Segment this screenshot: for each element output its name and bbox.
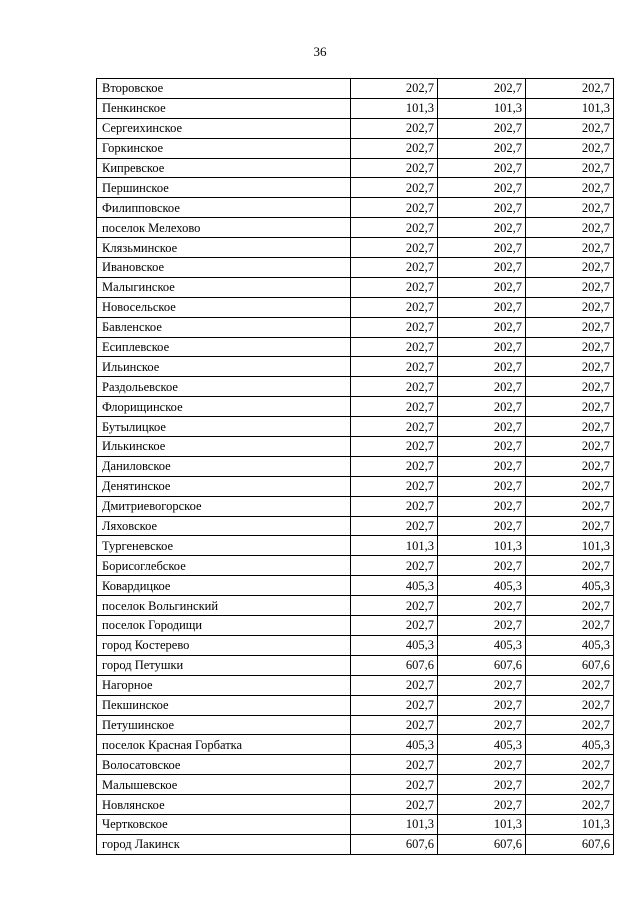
table-row: [97, 715, 614, 735]
value-cell-2: 607,6: [438, 655, 526, 675]
table-row: [97, 118, 614, 138]
value-cell-3: 202,7: [526, 198, 614, 218]
value-cell-1: 607,6: [351, 834, 438, 854]
settlement-name-cell: Малышевское: [97, 775, 351, 795]
value-cell-2: 202,7: [438, 715, 526, 735]
value-cell-1: 202,7: [351, 178, 438, 198]
value-cell-1: 202,7: [351, 675, 438, 695]
value-cell-3: 405,3: [526, 735, 614, 755]
settlement-name-cell: Даниловское: [97, 456, 351, 476]
value-cell-3: 202,7: [526, 377, 614, 397]
value-cell-2: 202,7: [438, 337, 526, 357]
value-cell-2: 202,7: [438, 397, 526, 417]
value-cell-1: 202,7: [351, 437, 438, 457]
value-cell-2: 202,7: [438, 178, 526, 198]
value-cell-3: 101,3: [526, 814, 614, 834]
value-cell-3: 202,7: [526, 397, 614, 417]
value-cell-2: 101,3: [438, 814, 526, 834]
settlement-name-cell: Новлянское: [97, 795, 351, 815]
settlement-name-cell: Ивановское: [97, 258, 351, 278]
settlement-name-cell: Ковардицкое: [97, 576, 351, 596]
settlement-name-cell: Бавленское: [97, 317, 351, 337]
value-cell-1: 202,7: [351, 695, 438, 715]
value-cell-3: 607,6: [526, 834, 614, 854]
value-cell-3: 202,7: [526, 516, 614, 536]
page-number: 36: [313, 44, 327, 59]
value-cell-3: 202,7: [526, 218, 614, 238]
value-cell-3: 607,6: [526, 655, 614, 675]
value-cell-3: 101,3: [526, 98, 614, 118]
value-cell-2: 202,7: [438, 616, 526, 636]
value-cell-1: 202,7: [351, 317, 438, 337]
value-cell-3: 202,7: [526, 596, 614, 616]
value-cell-2: 202,7: [438, 417, 526, 437]
settlement-name-cell: Чертковское: [97, 814, 351, 834]
settlement-name-cell: Филипповское: [97, 198, 351, 218]
settlement-name-cell: Пенкинское: [97, 98, 351, 118]
table-row: [97, 377, 614, 397]
value-cell-3: 202,7: [526, 695, 614, 715]
table-row: [97, 397, 614, 417]
value-cell-2: 202,7: [438, 675, 526, 695]
value-cell-2: 202,7: [438, 795, 526, 815]
table-row: [97, 158, 614, 178]
value-cell-2: 202,7: [438, 238, 526, 258]
value-cell-3: 202,7: [526, 178, 614, 198]
value-cell-3: 202,7: [526, 138, 614, 158]
value-cell-1: 202,7: [351, 775, 438, 795]
value-cell-3: 202,7: [526, 158, 614, 178]
table-row: [97, 655, 614, 675]
value-cell-1: 202,7: [351, 397, 438, 417]
settlement-name-cell: Нагорное: [97, 675, 351, 695]
settlement-name-cell: Есиплевское: [97, 337, 351, 357]
settlement-name-cell: город Петушки: [97, 655, 351, 675]
value-cell-2: 202,7: [438, 456, 526, 476]
value-cell-3: 405,3: [526, 635, 614, 655]
value-cell-1: 202,7: [351, 277, 438, 297]
value-cell-3: 202,7: [526, 337, 614, 357]
value-cell-3: 202,7: [526, 496, 614, 516]
value-cell-2: 202,7: [438, 695, 526, 715]
settlement-name-cell: Ляховское: [97, 516, 351, 536]
settlement-name-cell: Волосатовское: [97, 755, 351, 775]
settlement-name-cell: Пекшинское: [97, 695, 351, 715]
table-row: [97, 576, 614, 596]
table-row: [97, 238, 614, 258]
table-row: [97, 357, 614, 377]
value-cell-1: 202,7: [351, 715, 438, 735]
table-row: [97, 755, 614, 775]
settlement-name-cell: поселок Мелехово: [97, 218, 351, 238]
settlement-name-cell: Новосельское: [97, 297, 351, 317]
value-cell-3: 202,7: [526, 795, 614, 815]
settlement-name-cell: Бутылицкое: [97, 417, 351, 437]
value-cell-2: 607,6: [438, 834, 526, 854]
table-row: [97, 476, 614, 496]
value-cell-1: 202,7: [351, 516, 438, 536]
table-row: [97, 814, 614, 834]
table-row: [97, 735, 614, 755]
table-row: [97, 616, 614, 636]
value-cell-2: 202,7: [438, 198, 526, 218]
value-cell-1: 202,7: [351, 556, 438, 576]
value-cell-2: 202,7: [438, 158, 526, 178]
value-cell-1: 202,7: [351, 616, 438, 636]
value-cell-3: 202,7: [526, 476, 614, 496]
value-cell-2: 202,7: [438, 775, 526, 795]
value-cell-1: 405,3: [351, 735, 438, 755]
settlement-name-cell: поселок Городищи: [97, 616, 351, 636]
value-cell-1: 202,7: [351, 417, 438, 437]
value-cell-2: 101,3: [438, 98, 526, 118]
table-row: [97, 834, 614, 854]
table-row: [97, 138, 614, 158]
value-cell-1: 202,7: [351, 337, 438, 357]
value-cell-3: 202,7: [526, 556, 614, 576]
value-cell-1: 202,7: [351, 357, 438, 377]
value-cell-3: 202,7: [526, 417, 614, 437]
table-row: [97, 775, 614, 795]
table-row: [97, 516, 614, 536]
value-cell-3: 202,7: [526, 715, 614, 735]
table-row: [97, 277, 614, 297]
table-row: [97, 258, 614, 278]
table-row: [97, 556, 614, 576]
settlement-name-cell: поселок Вольгинский: [97, 596, 351, 616]
value-cell-1: 101,3: [351, 98, 438, 118]
value-cell-1: 101,3: [351, 814, 438, 834]
settlement-name-cell: Флорищинское: [97, 397, 351, 417]
table-row: [97, 675, 614, 695]
table-row: [97, 437, 614, 457]
value-cell-3: 202,7: [526, 297, 614, 317]
table-row: [97, 98, 614, 118]
value-cell-1: 607,6: [351, 655, 438, 675]
settlement-name-cell: Раздольевское: [97, 377, 351, 397]
table-body: [97, 79, 614, 855]
value-cell-1: 202,7: [351, 218, 438, 238]
table-row: [97, 695, 614, 715]
value-cell-2: 101,3: [438, 536, 526, 556]
value-cell-1: 202,7: [351, 238, 438, 258]
settlement-name-cell: поселок Красная Горбатка: [97, 735, 351, 755]
value-cell-2: 202,7: [438, 377, 526, 397]
settlement-name-cell: Малыгинское: [97, 277, 351, 297]
settlement-name-cell: Горкинское: [97, 138, 351, 158]
table-row: [97, 417, 614, 437]
value-cell-1: 405,3: [351, 576, 438, 596]
value-cell-2: 202,7: [438, 138, 526, 158]
value-cell-3: 202,7: [526, 616, 614, 636]
value-cell-1: 202,7: [351, 476, 438, 496]
value-cell-1: 202,7: [351, 118, 438, 138]
value-cell-1: 202,7: [351, 795, 438, 815]
value-cell-3: 202,7: [526, 277, 614, 297]
table-row: [97, 297, 614, 317]
table-row: [97, 198, 614, 218]
settlement-name-cell: Денятинское: [97, 476, 351, 496]
settlement-name-cell: Петушинское: [97, 715, 351, 735]
value-cell-2: 202,7: [438, 317, 526, 337]
value-cell-3: 202,7: [526, 79, 614, 99]
value-cell-1: 202,7: [351, 198, 438, 218]
value-cell-3: 202,7: [526, 118, 614, 138]
value-cell-2: 202,7: [438, 297, 526, 317]
value-cell-3: 405,3: [526, 576, 614, 596]
settlement-name-cell: Второвское: [97, 79, 351, 99]
settlement-name-cell: город Лакинск: [97, 834, 351, 854]
value-cell-2: 202,7: [438, 516, 526, 536]
table-row: [97, 596, 614, 616]
table-row: [97, 635, 614, 655]
value-cell-3: 202,7: [526, 775, 614, 795]
value-cell-3: 202,7: [526, 238, 614, 258]
table-row: [97, 218, 614, 238]
value-cell-2: 202,7: [438, 437, 526, 457]
table-row: [97, 337, 614, 357]
allocation-table: [96, 78, 614, 855]
value-cell-2: 202,7: [438, 218, 526, 238]
value-cell-2: 202,7: [438, 596, 526, 616]
value-cell-2: 202,7: [438, 79, 526, 99]
settlement-name-cell: город Костерево: [97, 635, 351, 655]
settlement-name-cell: Дмитриевогорское: [97, 496, 351, 516]
value-cell-1: 202,7: [351, 755, 438, 775]
value-cell-3: 202,7: [526, 357, 614, 377]
table-row: [97, 536, 614, 556]
value-cell-3: 202,7: [526, 317, 614, 337]
value-cell-1: 202,7: [351, 158, 438, 178]
value-cell-1: 202,7: [351, 596, 438, 616]
value-cell-2: 202,7: [438, 755, 526, 775]
value-cell-2: 405,3: [438, 735, 526, 755]
value-cell-2: 202,7: [438, 476, 526, 496]
value-cell-1: 202,7: [351, 377, 438, 397]
value-cell-2: 202,7: [438, 258, 526, 278]
settlement-name-cell: Першинское: [97, 178, 351, 198]
value-cell-2: 202,7: [438, 556, 526, 576]
value-cell-3: 202,7: [526, 437, 614, 457]
value-cell-1: 101,3: [351, 536, 438, 556]
value-cell-1: 202,7: [351, 456, 438, 476]
value-cell-2: 202,7: [438, 496, 526, 516]
value-cell-2: 405,3: [438, 576, 526, 596]
table-row: [97, 317, 614, 337]
value-cell-3: 202,7: [526, 675, 614, 695]
value-cell-1: 202,7: [351, 79, 438, 99]
table-row: [97, 79, 614, 99]
value-cell-3: 101,3: [526, 536, 614, 556]
value-cell-2: 202,7: [438, 277, 526, 297]
settlement-name-cell: Илькинское: [97, 437, 351, 457]
settlement-name-cell: Тургеневское: [97, 536, 351, 556]
value-cell-3: 202,7: [526, 258, 614, 278]
value-cell-1: 405,3: [351, 635, 438, 655]
table-row: [97, 178, 614, 198]
settlement-name-cell: Кипревское: [97, 158, 351, 178]
table-row: [97, 795, 614, 815]
value-cell-2: 202,7: [438, 118, 526, 138]
settlement-name-cell: Клязьминское: [97, 238, 351, 258]
settlement-name-cell: Борисоглебское: [97, 556, 351, 576]
value-cell-1: 202,7: [351, 138, 438, 158]
value-cell-1: 202,7: [351, 496, 438, 516]
value-cell-2: 202,7: [438, 357, 526, 377]
value-cell-3: 202,7: [526, 456, 614, 476]
settlement-name-cell: Сергеихинское: [97, 118, 351, 138]
value-cell-3: 202,7: [526, 755, 614, 775]
table-row: [97, 456, 614, 476]
settlement-name-cell: Ильинское: [97, 357, 351, 377]
value-cell-2: 405,3: [438, 635, 526, 655]
value-cell-1: 202,7: [351, 258, 438, 278]
table-row: [97, 496, 614, 516]
value-cell-1: 202,7: [351, 297, 438, 317]
